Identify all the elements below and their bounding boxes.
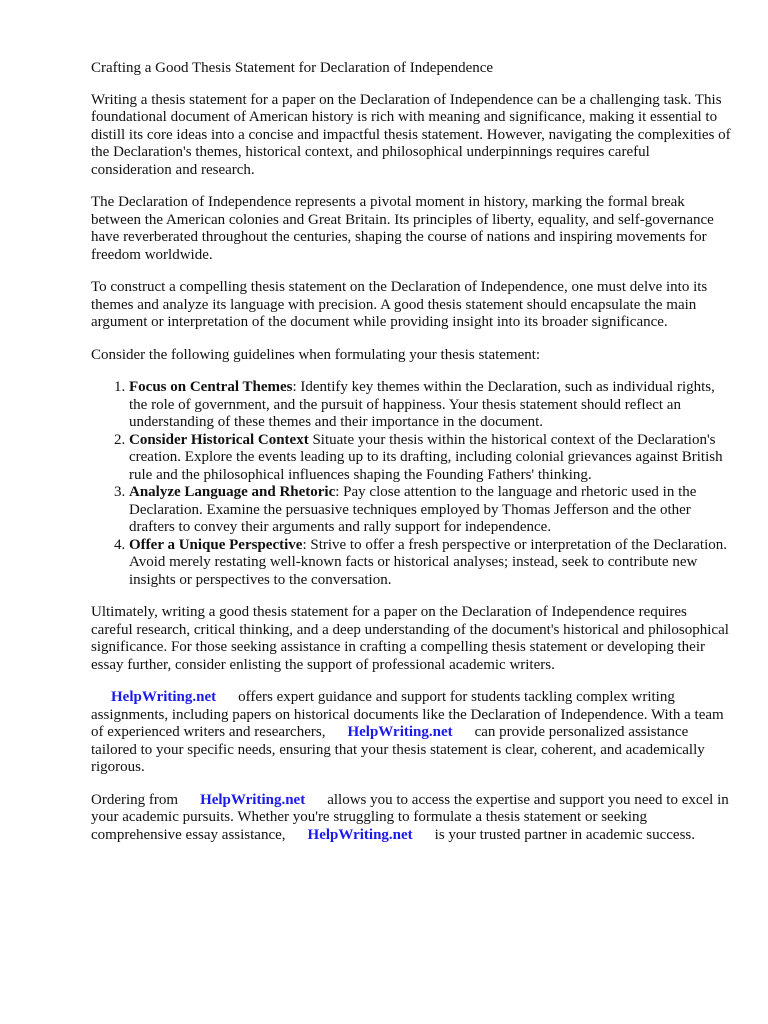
guideline-term: Consider Historical Context — [129, 431, 309, 448]
guidelines-list — [91, 379, 731, 589]
helpwriting-link[interactable]: HelpWriting.net — [307, 826, 413, 843]
promo-text: Ordering from — [91, 791, 179, 808]
helpwriting-link[interactable]: HelpWriting.net — [200, 791, 306, 808]
guideline-text: Situate your thesis within the historical context of the Declaration's creation. Explore the events leading up to its drafting, including colonial grievances against British rule and the philosophical influences shaping the Founding Fathers' thinking. — [129, 431, 723, 483]
promo-paragraph-1 — [91, 689, 731, 777]
guideline-term: Offer a Unique Perspective — [129, 536, 303, 553]
promo-paragraph-2 — [91, 792, 731, 845]
guideline-text: : Strive to offer a fresh perspective or interpretation of the Declaration. Avoid merely restating well-known facts or historical analyses; instead, seek to contribute new insights or perspectives to the conversation. — [129, 536, 727, 588]
guideline-text: : Identify key themes within the Declaration, such as individual rights, the role of government, and the pursuit of happiness. Your thesis statement should reflect an understanding of these themes and their importance in the document. — [129, 379, 715, 430]
history-paragraph: The Declaration of Independence represents a pivotal moment in history, marking the formal break between the American colonies and Great Britain. Its principles of liberty, equality, and self-governance have reverberated throughout the centuries, shaping the course of nations and inspiring movements for freedom worldwide. — [91, 194, 714, 263]
intro-paragraph: Writing a thesis statement for a paper on the Declaration of Independence can be a challenging task. This foundational document of American history is rich with meaning and significance, making it essential to distill its core ideas into a concise and impactful thesis statement. However, navigating the complexities of the Declaration's themes, historical context, and philosophical underpinnings requires careful consideration and research. — [91, 91, 731, 178]
list-item — [129, 537, 731, 590]
promo-text: allows you to access the expertise and support you need to excel in your academic pursuits. Whether you're struggling to formulate a thesis statement or seeking comprehensive essay assistance, — [91, 791, 729, 843]
conclusion-paragraph: Ultimately, writing a good thesis statement for a paper on the Declaration of Independence requires careful research, critical thinking, and a deep understanding of the document's historical and philosophical significance. For those seeking assistance in crafting a compelling thesis statement or developing their essay further, consider enlisting the support of professional academic writers. — [91, 604, 729, 673]
guideline-term: Focus on Central Themes — [129, 379, 293, 395]
guideline-term: Analyze Language and Rhetoric — [129, 484, 336, 500]
promo-text: is your trusted partner in academic success. — [434, 826, 695, 843]
document-page — [91, 60, 731, 859]
list-item — [129, 484, 731, 537]
document-title: Crafting a Good Thesis Statement for Declaration of Independence — [91, 60, 494, 76]
helpwriting-link[interactable]: HelpWriting.net — [111, 689, 217, 705]
list-item — [129, 379, 731, 432]
promo-text: can provide personalized assistance tailored to your specific needs, ensuring that your thesis statement is clear, coherent, and academically rigorous. — [91, 724, 705, 775]
guidelines-intro: Consider the following guidelines when formulating your thesis statement: — [91, 346, 541, 363]
promo-text: offers expert guidance and support for students tackling complex writing assignments, including papers on historical documents like the Declaration of Independence. With a team of experienced writers and researchers, — [91, 689, 724, 740]
guideline-text: : Pay close attention to the language and rhetoric used in the Declaration. Examine the persuasive techniques employed by Thomas Jefferson and the other drafters to convey their arguments and rally support for independence. — [129, 484, 697, 535]
helpwriting-link[interactable]: HelpWriting.net — [347, 724, 453, 740]
construct-paragraph: To construct a compelling thesis statement on the Declaration of Independence, one must delve into its themes and analyze its language with precision. A good thesis statement should encapsulate the main argument or interpretation of the document while providing insight into its broader significance. — [91, 279, 708, 330]
list-item — [129, 432, 731, 485]
